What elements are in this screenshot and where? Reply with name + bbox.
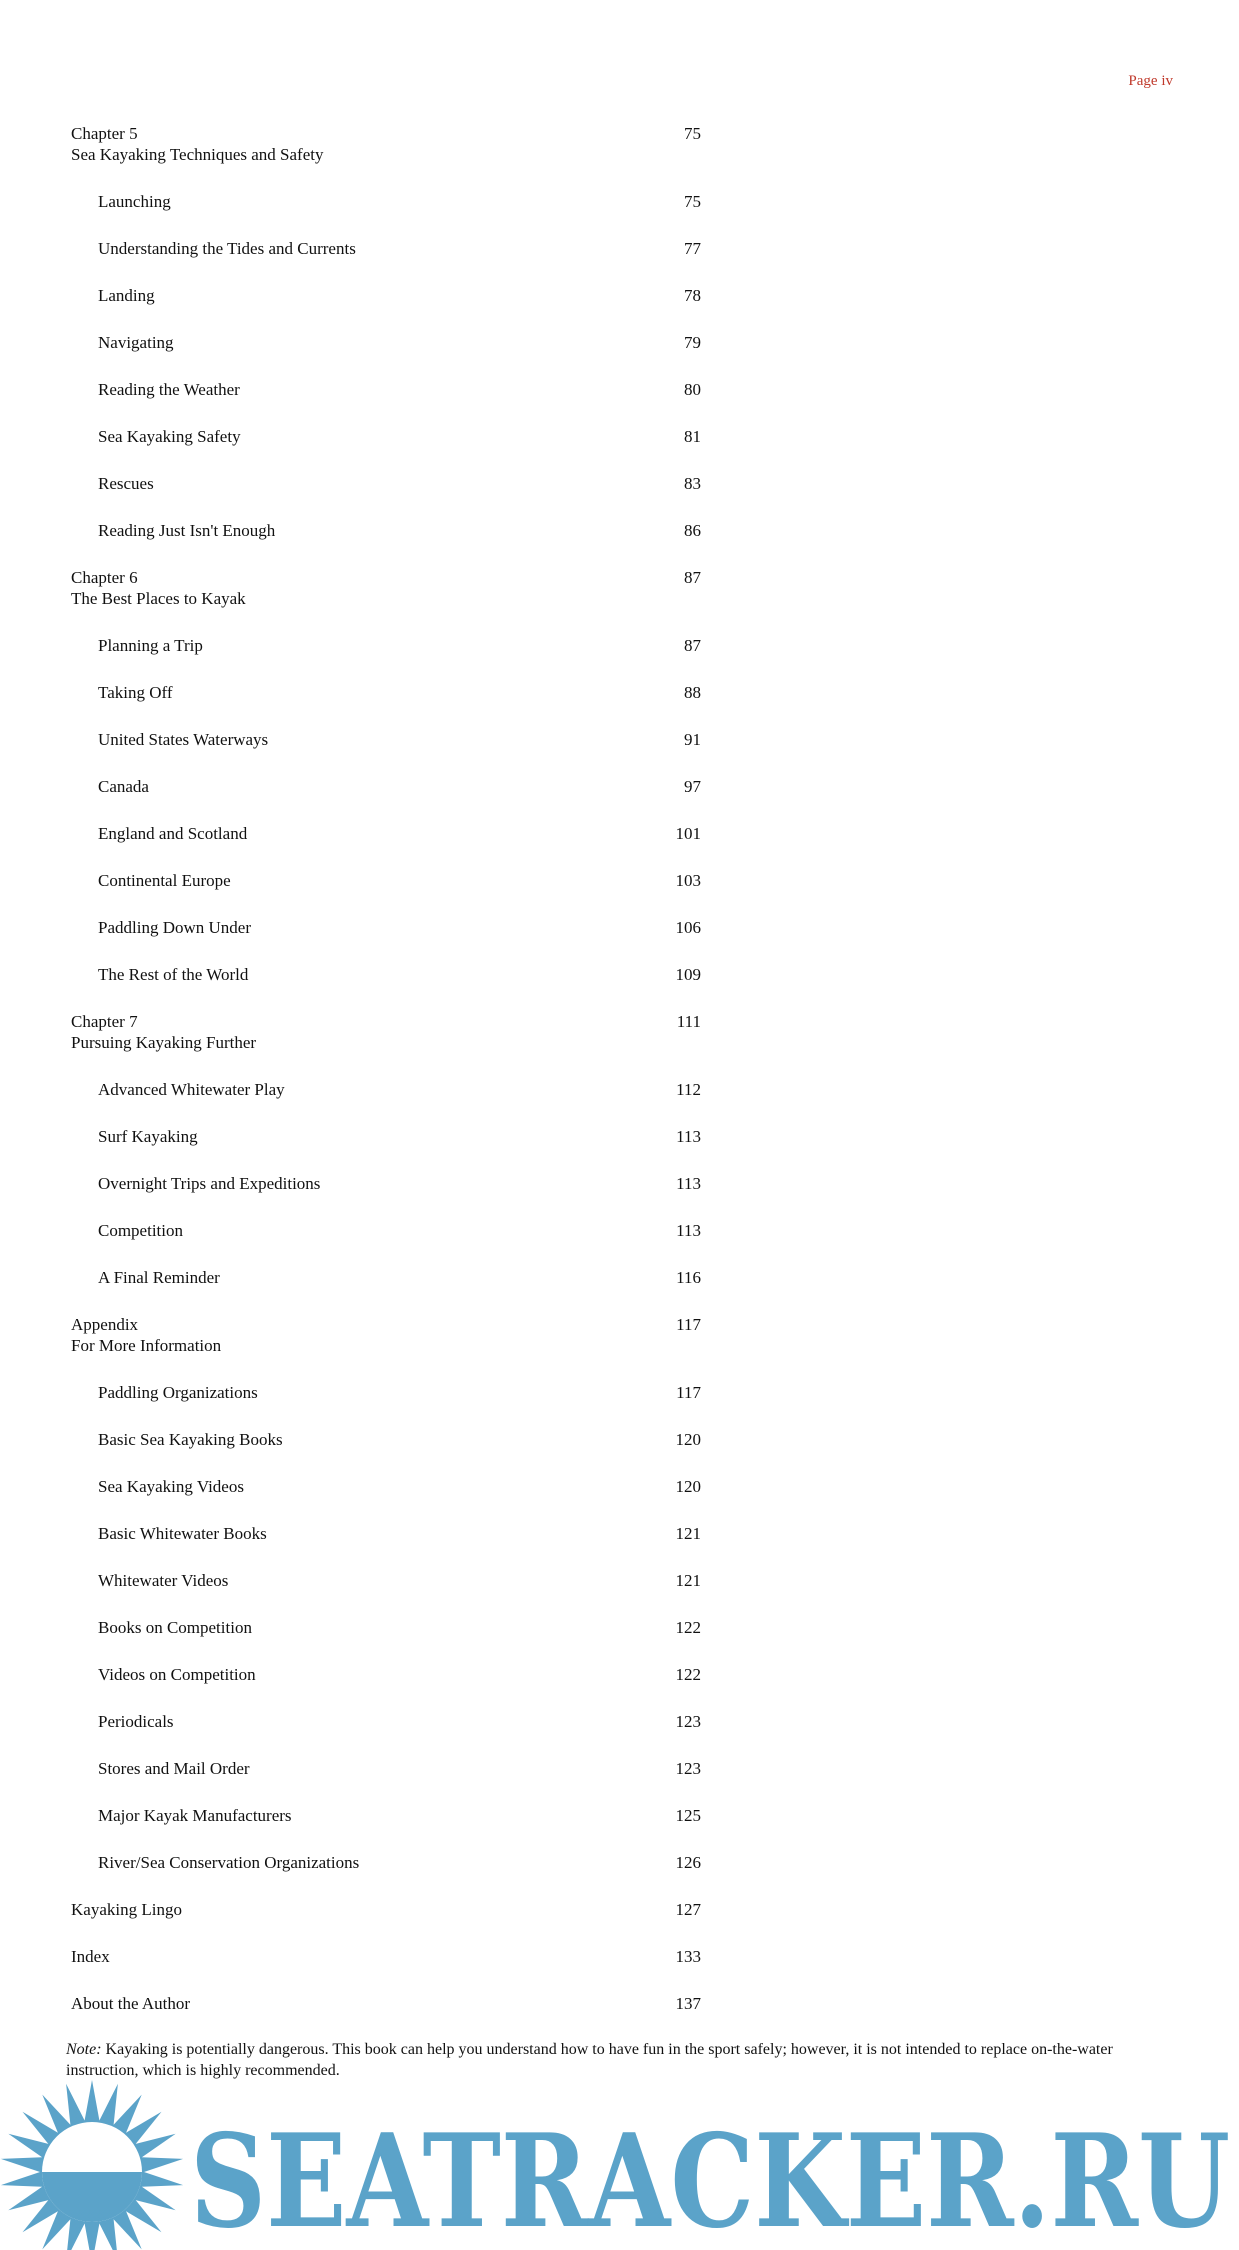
section-title: Canada (98, 777, 149, 796)
page-number: 117 (676, 1315, 701, 1334)
toc-section-row (71, 473, 701, 520)
chapter-title (71, 1011, 256, 1053)
toc-section-row (71, 1617, 701, 1664)
section-title: Basic Whitewater Books (98, 1524, 267, 1543)
page-number: 120 (675, 1477, 701, 1496)
toc-section-row (71, 1476, 701, 1523)
section-title: Navigating (98, 333, 174, 352)
toc-section-row (71, 426, 701, 473)
page-number: 75 (684, 192, 701, 211)
section-title: Basic Sea Kayaking Books (98, 1430, 283, 1449)
section-title: Whitewater Videos (98, 1571, 229, 1590)
chapter-title (71, 567, 246, 609)
toc-section-row (71, 1079, 701, 1126)
toc-section-row (71, 1805, 701, 1852)
toc-section-row (71, 332, 701, 379)
toc-section-row (71, 1382, 701, 1429)
page-number: 111 (676, 1012, 701, 1031)
page-number: 123 (675, 1712, 701, 1731)
note-text: Kayaking is potentially dangerous. This book can help you understand how to have fun in the sport safely; however, it is not intended to replace on-the-water instruction, which is highly recommended. (66, 2041, 1113, 2079)
section-title: Continental Europe (98, 871, 231, 890)
toc-section-row (71, 635, 701, 682)
toc-section-row (71, 823, 701, 870)
section-title: Planning a Trip (98, 636, 203, 655)
toc-section-row (71, 1126, 701, 1173)
section-title: About the Author (71, 1994, 190, 2013)
section-title: Surf Kayaking (98, 1127, 198, 1146)
sun-icon (1, 2080, 183, 2250)
page-number: 83 (684, 474, 701, 493)
page-number: 80 (684, 380, 701, 399)
section-title: Rescues (98, 474, 154, 493)
page-number: 127 (675, 1900, 701, 1919)
section-title: Periodicals (98, 1712, 174, 1731)
page-number: 101 (675, 824, 701, 843)
page-number: 103 (675, 871, 701, 890)
chapter-number: Chapter 6 (71, 568, 138, 587)
section-title: Launching (98, 192, 171, 211)
section-title: Overnight Trips and Expeditions (98, 1174, 321, 1193)
toc-section-row (71, 238, 701, 285)
section-title: Paddling Down Under (98, 918, 251, 937)
chapter-name: The Best Places to Kayak (71, 589, 246, 608)
section-title: England and Scotland (98, 824, 248, 843)
page-number: 97 (684, 777, 701, 796)
page-number: 88 (684, 683, 701, 702)
safety-note (66, 2039, 1176, 2081)
page-number: 122 (675, 1665, 701, 1684)
chapter-number: Chapter 7 (71, 1012, 138, 1031)
page-number: 125 (675, 1806, 701, 1825)
section-title: Major Kayak Manufacturers (98, 1806, 292, 1825)
section-title: Stores and Mail Order (98, 1759, 250, 1778)
toc-section-row (71, 1664, 701, 1711)
toc-section-row (71, 1711, 701, 1758)
toc-section-row (71, 1852, 701, 1899)
toc-section-row (71, 1173, 701, 1220)
toc-section-row (71, 191, 701, 238)
page-number: 113 (676, 1127, 701, 1146)
page-number: 87 (684, 568, 701, 587)
chapter-name: Pursuing Kayaking Further (71, 1033, 257, 1052)
page-number: 120 (675, 1430, 701, 1449)
toc-section-row (71, 682, 701, 729)
section-title: Reading the Weather (98, 380, 240, 399)
page-number: 87 (684, 636, 701, 655)
page-number: 116 (676, 1268, 701, 1287)
toc-section-row (71, 776, 701, 823)
chapter-title (71, 123, 323, 165)
section-title: Understanding the Tides and Currents (98, 239, 356, 258)
page-number: 79 (684, 333, 701, 352)
toc-section-row (71, 964, 701, 1011)
toc-section-row (71, 729, 701, 776)
page-number: 133 (675, 1947, 701, 1966)
page-number: 122 (675, 1618, 701, 1637)
section-title: United States Waterways (98, 730, 269, 749)
page-number: 137 (675, 1994, 701, 2013)
chapter-number: Appendix (71, 1315, 139, 1334)
toc-entry-row (71, 1899, 701, 1946)
toc-section-row (71, 285, 701, 332)
page-number: 117 (676, 1383, 701, 1402)
toc-entry-row (71, 1993, 701, 2040)
page-number: 75 (684, 124, 701, 143)
page-number: 113 (676, 1221, 701, 1240)
toc-section-row (71, 1758, 701, 1805)
page-number: 126 (675, 1853, 701, 1872)
page-number: 86 (684, 521, 701, 540)
page-number: 91 (684, 730, 701, 749)
section-title: Reading Just Isn't Enough (98, 521, 276, 540)
toc-chapter-row (71, 1011, 701, 1079)
toc-section-row (71, 1220, 701, 1267)
toc-section-row (71, 870, 701, 917)
section-title: Kayaking Lingo (71, 1900, 182, 1919)
page-number: 113 (676, 1174, 701, 1193)
section-title: A Final Reminder (98, 1268, 220, 1287)
toc-section-row (71, 1570, 701, 1617)
page-number: 109 (675, 965, 701, 984)
section-title: River/Sea Conservation Organizations (98, 1853, 360, 1872)
section-title: Taking Off (98, 683, 173, 702)
section-title: Competition (98, 1221, 183, 1240)
table-of-contents (71, 123, 701, 2040)
page-number: 112 (676, 1080, 701, 1099)
toc-section-row (71, 520, 701, 567)
watermark-text: SEATRACKER.RU (190, 2107, 1230, 2250)
page-number-label: Page iv (1128, 73, 1173, 89)
section-title: Videos on Competition (98, 1665, 256, 1684)
toc-chapter-row (71, 123, 701, 191)
toc-section-row (71, 379, 701, 426)
page-number: 78 (684, 286, 701, 305)
section-title: The Rest of the World (98, 965, 249, 984)
section-title: Paddling Organizations (98, 1383, 258, 1402)
page-number: 106 (675, 918, 701, 937)
toc-section-row (71, 1267, 701, 1314)
page-number: 121 (675, 1524, 701, 1543)
section-title: Sea Kayaking Videos (98, 1477, 244, 1496)
section-title: Books on Competition (98, 1618, 252, 1637)
page-number: 121 (675, 1571, 701, 1590)
chapter-name: For More Information (71, 1336, 222, 1355)
toc-chapter-row (71, 567, 701, 635)
note-prefix: Note: (66, 2041, 102, 2058)
toc-section-row (71, 917, 701, 964)
chapter-title (71, 1314, 221, 1356)
toc-entry-row (71, 1946, 701, 1993)
section-title: Sea Kayaking Safety (98, 427, 241, 446)
toc-chapter-row (71, 1314, 701, 1382)
section-title: Landing (98, 286, 155, 305)
page-number: 123 (675, 1759, 701, 1778)
page-number: 77 (684, 239, 701, 258)
chapter-number: Chapter 5 (71, 124, 138, 143)
section-title: Advanced Whitewater Play (98, 1080, 285, 1099)
toc-section-row (71, 1523, 701, 1570)
section-title: Index (71, 1947, 110, 1966)
page-number: 81 (684, 427, 701, 446)
toc-section-row (71, 1429, 701, 1476)
watermark-logo (0, 2076, 1239, 2250)
chapter-name: Sea Kayaking Techniques and Safety (71, 145, 324, 164)
